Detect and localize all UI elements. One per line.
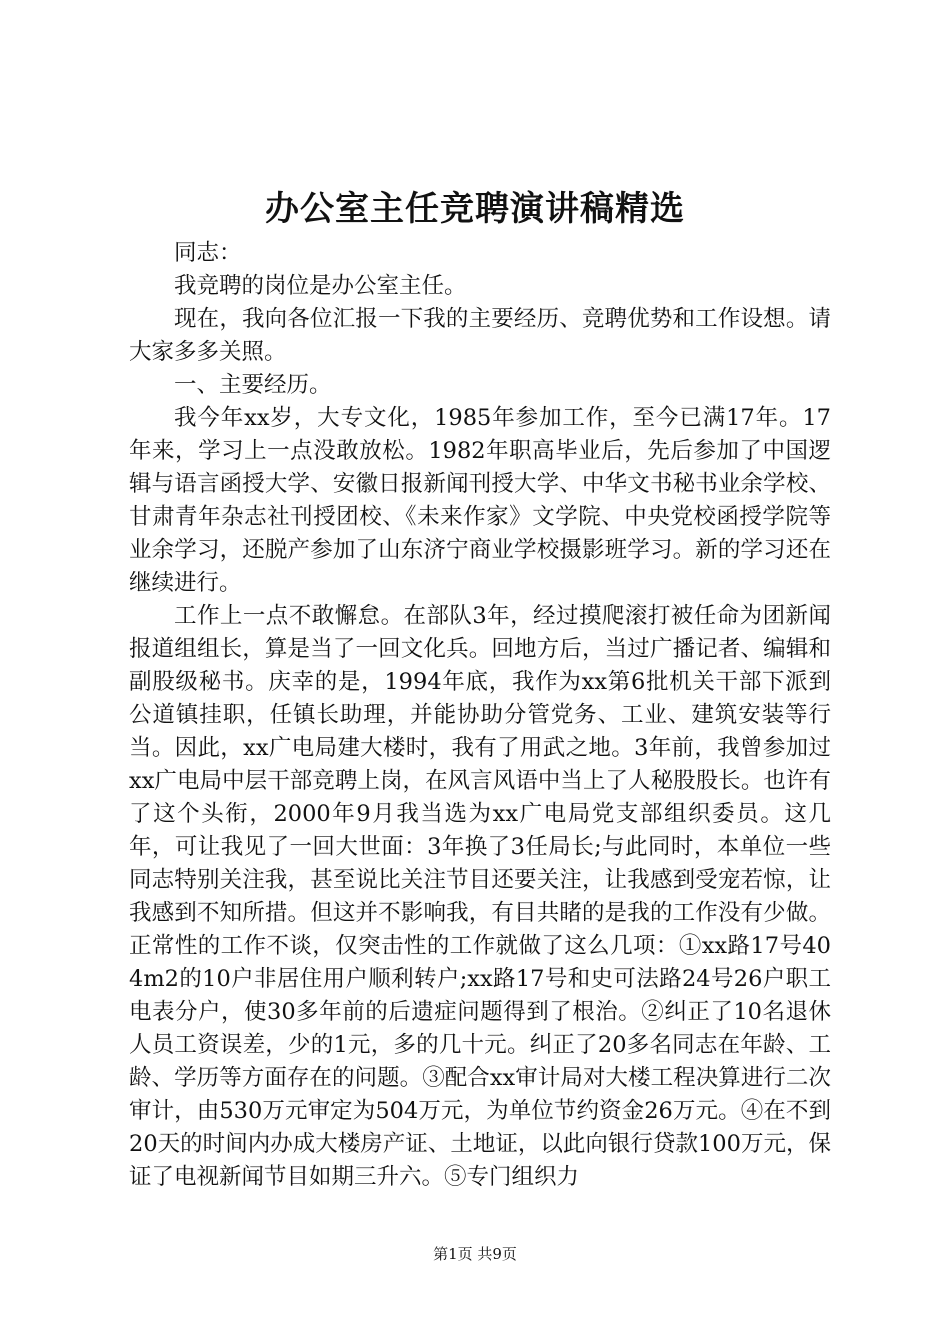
document-body bbox=[129, 237, 831, 1194]
section-heading: 一、主要经历。 bbox=[174, 372, 332, 398]
page-footer: 第1页 共9页 bbox=[433, 1245, 517, 1263]
document-title: 办公室主任竞聘演讲稿精选 bbox=[265, 189, 685, 229]
paragraph-study: 我今年xx岁，大专文化，1985年参加工作，至今已满17年。17年来，学习上一点没敢放松。1982年职高毕业后，先后参加了中国逻辑与语言函授大学、安徽日报新闻刊授大学、中华文书秘书业余学校、甘肃青年杂志社刊授团校、《未来作家》文学院、中央党校函授学院等业余学习，还脱产参加了山东济宁商业学校摄影班学习。新的学习还在继续进行。 bbox=[129, 405, 831, 596]
paragraph-work: 工作上一点不敢懈怠。在部队3年，经过摸爬滚打被任命为团新闻报道组组长，算是当了一回文化兵。回地方后，当过广播记者、编辑和副股级秘书。庆幸的是，1994年底，我作为xx第6批机关干部下派到公道镇挂职，任镇长助理，并能协助分管党务、工业、建筑安装等行当。因此，xx广电局建大楼时，我有了用武之地。3年前，我曾参加过xx广电局中层干部竞聘上岗，在风言风语中当上了人秘股股长。也许有了这个头衔，2000年9月我当选为xx广电局党支部组织委员。这几年，可让我见了一回大世面：3年换了3任局长;与此同时，本单位一些同志特别关注我，甚至说比关注节目还要关注，让我感到受宠若惊，让我感到不知所措。但这并不影响我，有目共睹的是我的工作没有少做。正常性的工作不谈，仅突击性的工作就做了这么几项：①xx路17号404m2的10户非居住用户顺利转户;xx路17号和史可法路24号26户职工电表分户，使30多年前的后遗症问题得到了根治。②纠正了10名退休人员工资误差，少的1元，多的几十元。纠正了20多名同志在年龄、工龄、学历等方面存在的问题。③配合xx审计局对大楼工程决算进行二次审计，由530万元审定为504万元，为单位节约资金26万元。④在不到20天的时间内办成大楼房产证、土地证，以此向银行贷款100万元，保证了电视新闻节目如期三升六。⑤专门组织力 bbox=[129, 603, 831, 1190]
paragraph-intro: 现在，我向各位汇报一下我的主要经历、竞聘优势和工作设想。请大家多多关照。 bbox=[129, 306, 831, 365]
paragraph-position: 我竞聘的岗位是办公室主任。 bbox=[174, 273, 467, 299]
paragraph-salutation: 同志： bbox=[174, 240, 242, 266]
